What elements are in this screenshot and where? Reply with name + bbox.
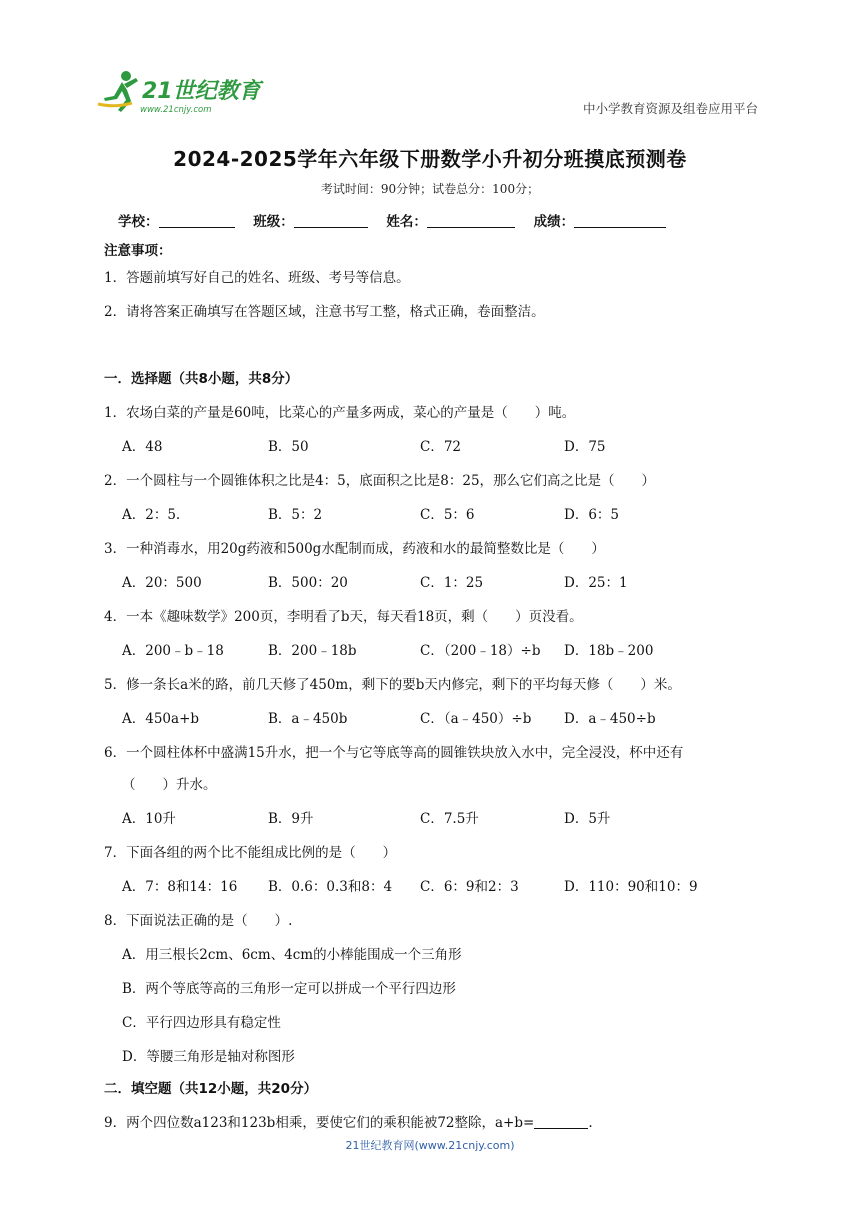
question-stem: 7．下面各组的两个比不能组成比例的是（ ） [104, 845, 397, 861]
option[interactable]: C．1：25 [420, 575, 484, 591]
option[interactable]: B．5：2 [268, 507, 323, 523]
option[interactable]: A．450a+b [122, 711, 200, 727]
option[interactable]: B．a﹣450b [268, 711, 348, 727]
option[interactable]: C．平行四边形具有稳定性 [122, 1015, 281, 1031]
answer-blank[interactable] [534, 1114, 588, 1129]
question-stem: 2．一个圆柱与一个圆锥体积之比是4：5，底面积之比是8：25，那么它们高之比是（ ） [104, 473, 656, 489]
score-field[interactable]: 成绩： [534, 210, 667, 230]
option[interactable]: C．5：6 [420, 507, 475, 523]
option[interactable]: C．72 [420, 439, 462, 455]
logo-text: 21世纪教育 [142, 79, 261, 104]
question-stem: 9．两个四位数a123和123b相乘，要使它们的乘积能被72整除，a+b= . [104, 1115, 593, 1131]
option[interactable]: C．6：9和2：3 [420, 879, 519, 895]
option[interactable]: A．200﹣b﹣18 [122, 643, 224, 659]
option[interactable]: C．7.5升 [420, 811, 479, 827]
option[interactable]: B．200﹣18b [268, 643, 357, 659]
option[interactable]: D．6：5 [564, 507, 620, 523]
question-stem: 3．一种消毒水，用20g药液和500g水配制而成，药液和水的最简整数比是（ ） [104, 541, 605, 557]
option[interactable]: B．50 [268, 439, 309, 455]
option[interactable]: A．10升 [122, 811, 176, 827]
option[interactable]: D．25：1 [564, 575, 628, 591]
option[interactable]: D．5升 [564, 811, 611, 827]
question-stem: 5．修一条长a米的路，前几天修了450m，剩下的要b天内修完，剩下的平均每天修（ ）米。 [104, 677, 681, 693]
runner-logo-icon [96, 70, 266, 118]
name-field[interactable]: 姓名： [386, 210, 515, 230]
option[interactable]: B．两个等底等高的三角形一定可以拼成一个平行四边形 [122, 981, 456, 997]
logo [96, 70, 266, 118]
section-heading: 一．选择题（共8小题，共8分） [104, 371, 299, 387]
student-info-row [118, 210, 680, 230]
logo-url: www.21cnjy.com [140, 105, 212, 115]
option[interactable]: D．18b﹣200 [564, 643, 654, 659]
option[interactable]: D．等腰三角形是轴对称图形 [122, 1049, 295, 1065]
question-stem-continued: （ ）升水。 [122, 777, 217, 793]
option[interactable]: A．7：8和14：16 [122, 879, 238, 895]
option[interactable]: C．（a﹣450）÷b [420, 711, 532, 727]
question-stem: 8．下面说法正确的是（ ）. [104, 913, 293, 929]
class-field[interactable]: 班级： [253, 210, 368, 230]
option[interactable]: A．2：5. [122, 507, 181, 523]
question-stem: 1．农场白菜的产量是60吨，比菜心的产量多两成，菜心的产量是（ ）吨。 [104, 405, 576, 421]
option[interactable]: B．0.6：0.3和8：4 [268, 879, 393, 895]
q9-text: 9．两个四位数a123和123b相乘，要使它们的乘积能被72整除，a+b= [104, 1115, 535, 1131]
exam-info: 考试时间：90分钟；试卷总分：100分； [320, 182, 540, 196]
option[interactable]: B．9升 [268, 811, 314, 827]
page-title: 2024-2025学年六年级下册数学小升初分班摸底预测卷 [173, 147, 687, 171]
option[interactable]: D．75 [564, 439, 606, 455]
option[interactable]: D．110：90和10：9 [564, 879, 698, 895]
notes-title: 注意事项： [104, 243, 172, 259]
option[interactable]: A．20：500 [122, 575, 202, 591]
option[interactable]: B．500：20 [268, 575, 348, 591]
footer-link[interactable]: 21世纪教育网(www.21cnjy.com) [345, 1139, 515, 1152]
school-field[interactable]: 学校： [118, 210, 235, 230]
note-item: 2．请将答案正确填写在答题区域，注意书写工整，格式正确，卷面整洁。 [104, 304, 545, 320]
option[interactable]: A．用三根长2cm、6cm、4cm的小棒能围成一个三角形 [122, 947, 462, 963]
option[interactable]: A．48 [122, 439, 163, 455]
option[interactable]: C．（200﹣18）÷b [420, 643, 541, 659]
note-item: 1．答题前填写好自己的姓名、班级、考号等信息。 [104, 270, 410, 286]
question-stem: 4．一本《趣味数学》200页，李明看了b天，每天看18页，剩（ ）页没看。 [104, 609, 583, 625]
section-heading: 二．填空题（共12小题，共20分） [104, 1081, 318, 1097]
option[interactable]: D．a﹣450÷b [564, 711, 656, 727]
question-stem: 6．一个圆柱体杯中盛满15升水，把一个与它等底等高的圆锥铁块放入水中，完全浸没，杯中还有 [104, 745, 684, 761]
platform-label: 中小学教育资源及组卷应用平台 [582, 101, 758, 116]
